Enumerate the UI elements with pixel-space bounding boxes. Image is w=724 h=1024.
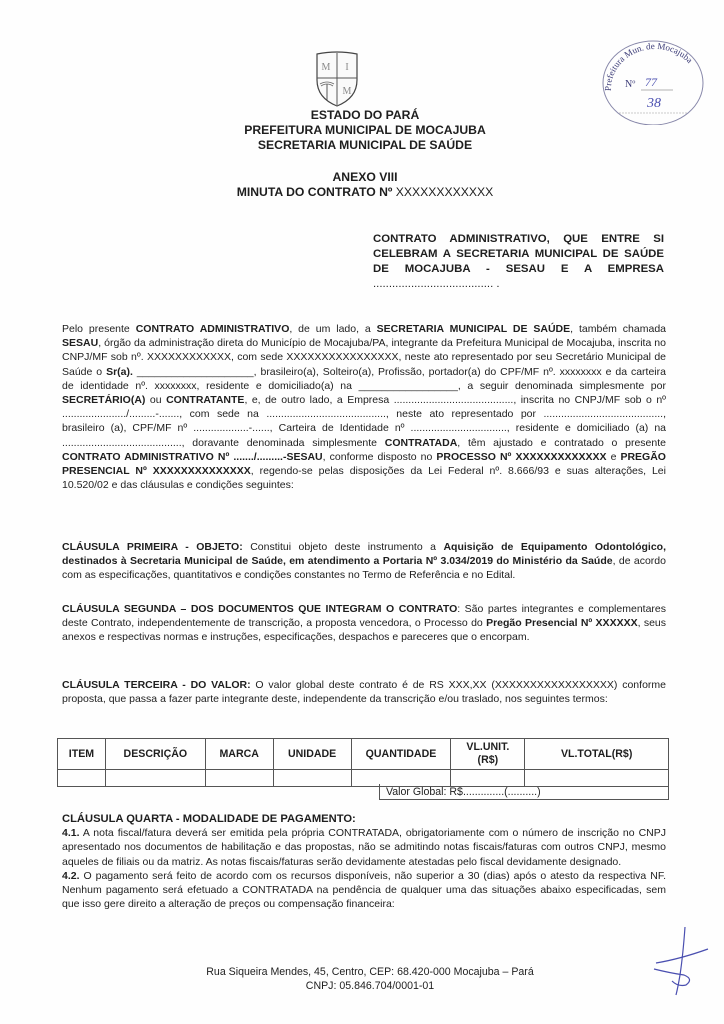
price-table-header-row: [58, 739, 669, 770]
text: O valor global deste contrato é de RS XXX,XX (XXXXXXXXXXXXXXXXX) conforme proposta, que passa a fazer parte integrante deste, independente da transcrição e/ou traslado, nos seguintes termos:: [62, 679, 666, 706]
stamp-ring-text: Prefeitura Mun. de Mocajuba: [602, 40, 695, 92]
column-header-quantity: QUANTIDADE: [351, 739, 451, 770]
clause-heading: CLÁUSULA PRIMEIRA - OBJETO:: [62, 541, 243, 553]
clause-heading: CLÁUSULA SEGUNDA – DOS DOCUMENTOS QUE INTEGRAM O CONTRATO: [62, 603, 458, 615]
text: , têm ajustado e contratado o presente: [457, 436, 666, 449]
cell-item: [58, 770, 106, 787]
clause-heading: CLÁUSULA TERCEIRA - DO VALOR:: [62, 679, 251, 691]
contract-draft-number: XXXXXXXXXXXX: [395, 185, 494, 199]
text: , e, de outro lado, a Empresa ........................................., inscrita no CNPJ/MF sob o nº ....................../.........-......., com sede na ........................................., neste ato representado por ........................................., brasileiro (a), CPF/MF nº ...................-......, Carteira de Identidade nº ................................., residente e domiciliado (a) na ........................................., doravante denominada simplesmente: [62, 394, 666, 449]
item-number: 4.2.: [62, 869, 80, 882]
column-header-brand: MARCA: [205, 739, 273, 770]
bold-text: CONTRATO ADMINISTRATIVO: [135, 323, 290, 335]
text: ou: [145, 394, 167, 407]
city-hall-name: PREFEITURA MUNICIPAL DE MOCAJUBA: [244, 123, 486, 137]
text: , de um lado, a: [289, 323, 377, 335]
stamp-handwritten-mark: 38: [647, 96, 661, 111]
clause-second-documents: [62, 602, 666, 645]
text: , conforme disposto no: [322, 450, 437, 463]
column-header-total-price: VL.TOTAL(R$): [525, 739, 669, 770]
page-footer: [150, 965, 590, 993]
bold-text: CONTRATANTE: [166, 394, 245, 407]
text: : São partes integrantes e complementares deste Contrato, independentemente de transcrição, a proposta vencedora, o Processo do: [62, 603, 666, 630]
summary-line-3: DE MOCAJUBA - SESAU E A EMPRESA: [373, 263, 664, 275]
bold-text: CONTRATADA: [384, 436, 458, 449]
text: , de acordo com as especificações, quantitativos e condições constantes no Termo de Referência e no Edital.: [62, 555, 666, 582]
text: , seus anexos e respectivas normas e instruções, especificações, despachos e pareceres que o encorpam.: [62, 617, 667, 644]
text: , órgão da administração direta do Município de Mocajuba/PA, integrante da Prefeitura Municipal de Mocajuba, inscrita no CNPJ/MF sob nº. XXXXXXXXXXXX, com sede XXXXXXXXXXXXXXXX, neste ato representado por seu Secretário Municipal de Saúde o: [62, 337, 666, 378]
bold-text: CONTRATO ADMINISTRATIVO Nº ......./.........-SESAU: [62, 450, 323, 463]
text: e: [606, 450, 621, 463]
signature-initials-icon: [650, 925, 710, 997]
bold-text: Pregão Presencial Nº XXXXXX: [486, 617, 638, 630]
crest-letter-m: M: [321, 62, 331, 73]
clause-third-value: [62, 678, 666, 706]
global-value-row: Valor Global: R$..............(..........): [379, 784, 669, 800]
price-table-container: [57, 738, 669, 787]
clause-item-4-1: [62, 826, 666, 869]
letterhead: [200, 108, 530, 153]
stamp-number-value: 77: [645, 75, 657, 89]
text: Constitui objeto deste instrumento a: [242, 541, 444, 553]
column-header-unit-price: VL.UNIT. (R$): [451, 739, 525, 770]
bold-text: SESAU: [62, 337, 99, 350]
footer-cnpj: CNPJ: 05.846.704/0001-01: [305, 980, 435, 992]
item-text: A nota fiscal/fatura deverá ser emitida pela própria CONTRATADA, obrigatoriamente com o número de inscrição no CNPJ apresentado nos documentos de habilitação e das propostas, não se admitindo notas fiscais/faturas com outros CNPJ, mesmo aqueles de filiais ou da matriz. As notas fiscais/faturas serão devidamente atestadas pelo fiscal devidamente designado.: [62, 827, 666, 868]
cell-brand: [205, 770, 273, 787]
clause-fourth-payment: [62, 812, 666, 911]
bold-text: Sr(a).: [106, 365, 133, 378]
bold-text: PROCESSO Nº XXXXXXXXXXXXX: [436, 450, 607, 463]
municipal-crest-logo: [313, 50, 361, 108]
clause-item-4-2: [62, 869, 666, 912]
bold-text: SECRETÁRIO(A): [62, 394, 146, 407]
cell-unit: [273, 770, 351, 787]
state-name: ESTADO DO PARÁ: [310, 108, 420, 122]
annex-title: ANEXO VIII: [332, 170, 398, 184]
contract-draft-title: [200, 185, 530, 200]
protocol-stamp: [597, 33, 707, 125]
column-header-description: DESCRIÇÃO: [105, 739, 205, 770]
text: ____________________, brasileiro(a), Solteiro(a), Profissão, portador(a) do CPF/MF nº. xxxxxxxx e da carteira de identidade nº. xxxxxxxx, residente e domiciliado(a) na _________________, a seguir denominada simplesmente por: [62, 365, 666, 392]
preamble-paragraph: [62, 322, 666, 492]
bold-text: Aquisição de Equipamento Odontológico, destinados à Secretaria Municipal de Saúde, em atendimento a Portaria Nº 3.034/2019 do Ministério da Saúde: [62, 541, 666, 568]
cell-description: [105, 770, 205, 787]
crest-letter-m2: M: [342, 86, 352, 97]
item-text: O pagamento será feito de acordo com os recursos disponíveis, não superior a 30 (dias) após o atesto da respectiva NF. Nenhum pagamento será efetuado a CONTRATADA na pendência de qualquer uma das situações abaixo especificadas, sem que isso gere direito a alteração de preços ou compensação financeira:: [62, 869, 666, 911]
secretariat-name: SECRETARIA MUNICIPAL DE SAÚDE: [257, 138, 473, 152]
summary-line-2: CELEBRAM A SECRETARIA MUNICIPAL DE SAÚDE: [373, 248, 664, 260]
bold-text: PREGÃO PRESENCIAL Nº XXXXXXXXXXXXXX: [62, 450, 666, 478]
bold-text: SECRETARIA MUNICIPAL DE SAÚDE: [376, 323, 571, 335]
contract-draft-prefix: MINUTA DO CONTRATO Nº: [236, 185, 396, 199]
text: , regendo-se pelas disposições da Lei Federal nº. 8.666/93 e suas alterações, Lei 10.520/02 e das cláusulas e condições seguintes:: [62, 465, 666, 492]
footer-address: Rua Siqueira Mendes, 45, Centro, CEP: 68.420-000 Mocajuba – Pará: [206, 966, 534, 978]
price-table: [57, 738, 669, 787]
text: , também chamada: [570, 323, 666, 335]
item-number: 4.1.: [62, 827, 80, 840]
clause-heading: [62, 812, 666, 826]
crest-letter-i: I: [345, 62, 349, 73]
summary-line-4: ...................................... .: [373, 278, 500, 290]
contract-summary: [373, 232, 664, 292]
annex-title-block: [200, 170, 530, 200]
clause-heading-text: CLÁUSULA QUARTA - MODALIDADE DE PAGAMENTO:: [62, 813, 356, 825]
column-header-item: ITEM: [58, 739, 106, 770]
summary-line-1: CONTRATO ADMINISTRATIVO, QUE ENTRE SI: [373, 233, 664, 245]
column-header-unit: UNIDADE: [273, 739, 351, 770]
stamp-number-label: Nº: [625, 79, 636, 90]
text: Pelo presente: [62, 323, 136, 335]
clause-first-object: [62, 540, 666, 583]
